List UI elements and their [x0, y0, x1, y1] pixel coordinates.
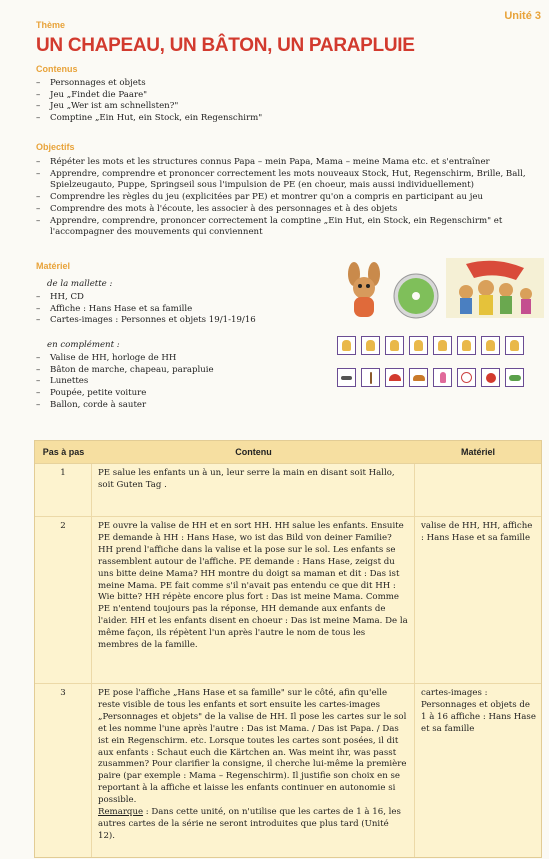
theme-label: Thème [36, 20, 66, 30]
step-content: PE ouvre la valise de HH et en sort HH. HH salue les enfants. Ensuite PE demande à HH : Hans Hase, wo ist das Bild von deiner Familie? HH prend l'affiche dans la valise et la pose sur le sol. Les enfants se rassemblent autour de l'affiche. PE demande : Hans Hase, zeigst du uns bitte deine Mama? HH montre du doigt sa maman et dit : Das ist meine Mama. PE fait comme s'il n'avait pas entendu ce que dit HH : Wie bitte? HH répète encore plus fort : Das ist meine Mama. Comme PE n'entend toujours pas la réponse, HH demande aux enfants de l'aider. HH et les enfants disent en choeur : Das ist meine Mama. De la même façon, ils répètent l'un après l'autre le nom de tous les membres de la famille. [92, 517, 415, 683]
list-item: – Jeu „Findet die Paare" [36, 90, 541, 102]
ball-card [481, 368, 500, 387]
list-item: – Apprendre, comprendre, prononcer correctement la comptine „Ein Hut, ein Stock, ein Regenschirm" et l'accompagner des mouvements qui conviennent [36, 216, 541, 239]
header-material: Matériel [460, 447, 495, 457]
picture-card [481, 336, 500, 355]
list-item: – Apprendre, comprendre et prononcer correctement les mots nouveaux Stock, Hut, Regenschirm, Brille, Ball, Spielzeugauto, Puppe, Springseil sous l'impulsion de PE (en choeur, mais aussi individuellement) [36, 169, 541, 192]
materiel-heading: Matériel [36, 261, 71, 271]
table-row [35, 684, 541, 857]
doll-card [433, 368, 452, 387]
list-item: – Bâton de marche, chapeau, parapluie [36, 365, 316, 377]
step-material: valise de HH, HH, affiche : Hans Hase et sa famille [421, 521, 533, 543]
picture-card [505, 336, 524, 355]
list-item: – Comprendre des mots à l'écoute, les associer à des personnages et à des objets [36, 204, 541, 216]
list-item: – Poupée, petite voiture [36, 388, 316, 400]
picture-card [385, 336, 404, 355]
steps-table [34, 440, 542, 858]
list-item: – Comptine „Ein Hut, ein Stock, ein Regenschirm" [36, 113, 541, 125]
umbrella-card [385, 368, 404, 387]
list-item: – Jeu „Wer ist am schnellsten?" [36, 101, 541, 113]
family-poster-image [446, 258, 544, 318]
objectifs-heading: Objectifs [36, 142, 75, 152]
list-item: – Lunettes [36, 376, 316, 388]
step-content [92, 684, 415, 857]
picture-card [433, 336, 452, 355]
list-item: – HH, CD [36, 292, 316, 304]
step-material [415, 464, 541, 516]
list-item: – Personnages et objets [36, 78, 541, 90]
step-text: PE pose l'affiche „Hans Hase et sa famille" sur le côté, afin qu'elle reste visible de tous les enfants et sort ensuite les cartes-images „Personnages et objets" de la valise de HH. Il pose les cartes sur le sol et les nomme l'une après l'autre : Das ist Mama. / Das ist Papa. / Das ist ein Regenschirm. etc. Lorsque toutes les cartes sont posées, il dit aux enfants : Schaut euch die Kärtchen an. Was meint ihr, was passt zusammen? Pour clarifier la consigne, il cherche lui-même la première paire (par exemple : Mama – Regenschirm). Il justifie son choix en se reportant à la affiche et laisse les enfants continuer en autonomie si possible. [98, 688, 407, 806]
header-content: Contenu [235, 447, 272, 457]
stick-card [361, 368, 380, 387]
table-row [35, 464, 541, 517]
mallette-label: de la mallette : [47, 279, 113, 289]
remark-text: : Dans cette unité, on n'utilise que les cartes de 1 à 16, les autres cartes de la série ne seront introduites que plus tard (Unité 12). [98, 807, 401, 841]
step-number: 1 [35, 464, 92, 516]
step-content: PE salue les enfants un à un, leur serre la main en disant soit Hallo, soit Guten Tag . [92, 464, 415, 516]
list-item: – Affiche : Hans Hase et sa famille [36, 304, 316, 316]
list-item: – Répéter les mots et les structures connus Papa – mein Papa, Mama – meine Mama etc. et s'entraîner [36, 157, 541, 169]
contenus-heading: Contenus [36, 64, 78, 74]
cd-image [392, 272, 440, 320]
jump-rope-card [457, 368, 476, 387]
toy-car-card [505, 368, 524, 387]
contenus-list [36, 78, 541, 125]
complement-list [36, 353, 316, 412]
mallette-list [36, 292, 316, 327]
list-item: – Cartes-images : Personnes et objets 19/1-19/16 [36, 315, 316, 327]
page-title: UN CHAPEAU, UN BÂTON, UN PARAPLUIE [36, 35, 415, 56]
remark-label: Remarque [98, 807, 144, 818]
picture-card [361, 336, 380, 355]
picture-card [457, 336, 476, 355]
step-material: cartes-images : Personnages et objets de 1 à 16 affiche : Hans Hase et sa famille [421, 688, 536, 734]
glasses-card [337, 368, 356, 387]
table-header [35, 441, 541, 464]
list-item: – Valise de HH, horloge de HH [36, 353, 316, 365]
step-number: 3 [35, 684, 92, 857]
list-item: – Comprendre les règles du jeu (explicitées par PE) et montrer qu'on a compris en participant au jeu [36, 192, 541, 204]
hans-hase-puppet-image [340, 262, 388, 322]
complement-label: en complément : [47, 340, 120, 350]
table-row [35, 517, 541, 684]
unit-label: Unité 3 [504, 10, 541, 22]
step-number: 2 [35, 517, 92, 683]
objectifs-list [36, 157, 541, 239]
list-item: – Ballon, corde à sauter [36, 400, 316, 412]
picture-card [409, 336, 428, 355]
picture-card [337, 336, 356, 355]
hat-card [409, 368, 428, 387]
header-step: Pas à pas [42, 447, 85, 457]
